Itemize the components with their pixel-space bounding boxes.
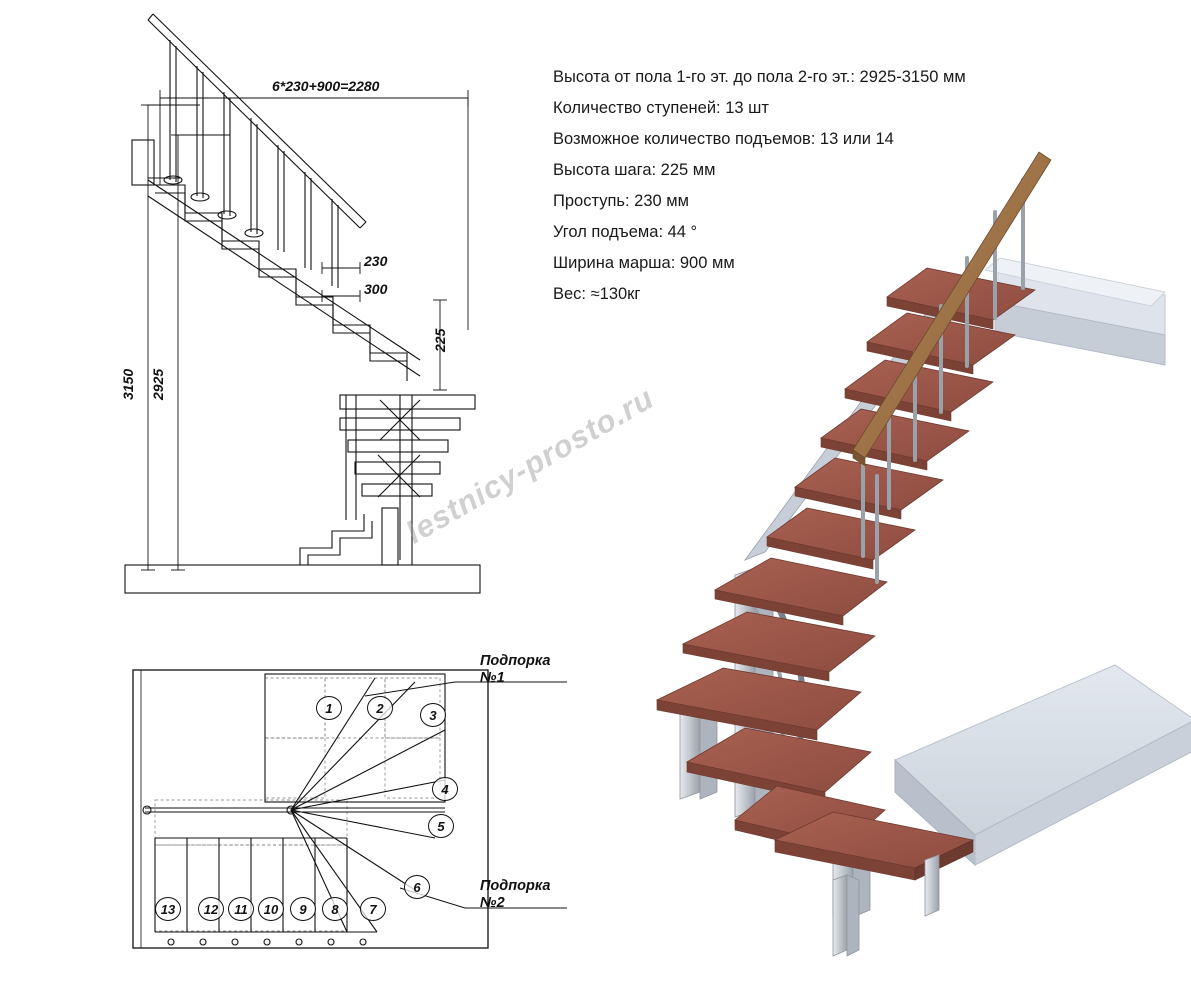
support-1-line1: Подпорка [480, 653, 551, 669]
elevation-view [0, 0, 520, 620]
spec-line-tread: Проступь: 230 мм [553, 192, 689, 210]
spec-line-rise-count: Возможное количество подъемов: 13 или 14 [553, 130, 894, 148]
spec-line-width: Ширина марша: 900 мм [553, 254, 735, 272]
watermark: lestnicy-prosto.ru [400, 380, 660, 551]
stair-3d-render [595, 120, 1191, 980]
support-1-line2: №1 [480, 670, 505, 686]
dim-tread-300: 300 [364, 281, 388, 297]
spec-line-angle: Угол подъема: 44 ° [553, 223, 698, 241]
plan-step-11: 11 [228, 897, 254, 921]
plan-step-2: 2 [367, 696, 393, 720]
plan-step-3: 3 [420, 703, 446, 727]
plan-step-13: 13 [155, 897, 181, 921]
plan-step-9: 9 [290, 897, 316, 921]
upper-floor-slab [985, 258, 1165, 365]
stair-treads-winders [657, 558, 887, 856]
plan-step-10: 10 [258, 897, 284, 921]
support-2-callout [480, 878, 550, 912]
support-2-line2: №2 [480, 895, 505, 911]
plan-view [115, 660, 615, 990]
dim-tread-230: 230 [364, 253, 388, 269]
spec-line-height: Высота от пола 1-го эт. до пола 2-го эт.: 2925-3150 мм [553, 68, 966, 86]
plan-step-12: 12 [198, 897, 224, 921]
spec-line-weight: Вес: ≈130кг [553, 285, 641, 303]
plan-step-6: 6 [404, 875, 430, 899]
spec-line-step-count: Количество ступеней: 13 шт [553, 99, 769, 117]
plan-step-4: 4 [432, 777, 458, 801]
dim-riser-225: 225 [432, 328, 448, 352]
spec-line-step-height: Высота шага: 225 мм [553, 161, 716, 179]
dim-run-formula: 6*230+900=2280 [272, 78, 380, 94]
plan-step-5: 5 [428, 814, 454, 838]
plan-step-8: 8 [322, 897, 348, 921]
dim-height-2925: 2925 [150, 368, 166, 400]
support-1-callout [480, 653, 550, 687]
dim-height-3150: 3150 [120, 368, 136, 400]
support-2-line1: Подпорка [480, 878, 551, 894]
plan-step-1: 1 [316, 696, 342, 720]
plan-step-7: 7 [360, 897, 386, 921]
